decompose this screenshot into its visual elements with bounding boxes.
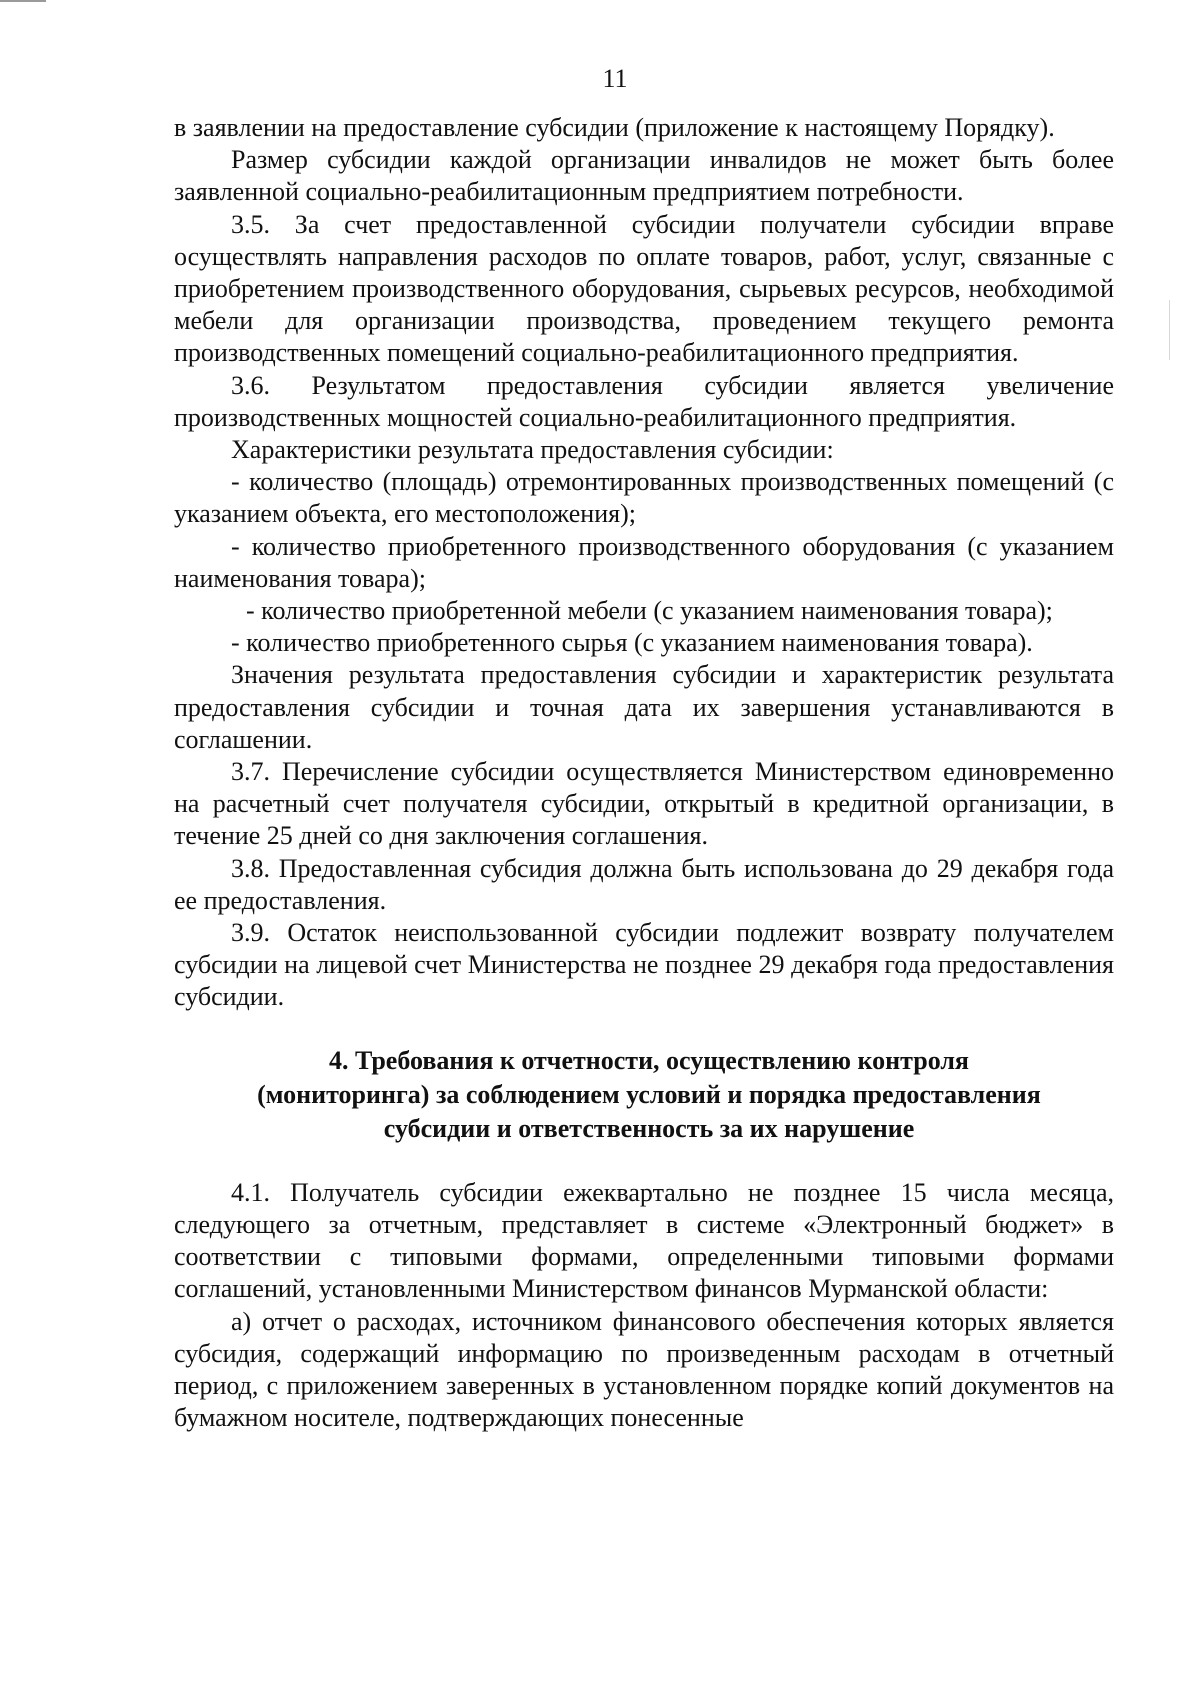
- list-item: - количество (площадь) отремонтированных производственных помещений (с указанием объекта, его местоположения);: [174, 467, 1114, 529]
- paragraph-4-1-a: а) отчет о расходах, источником финансового обеспечения которых является субсидия, содержащий информацию по произведенным расходам в отчетный период, с приложением заверенных в установленном порядке копий документов на бумажном носителе, подтверждающих понесенные: [174, 1306, 1114, 1433]
- paragraph: Характеристики результата предоставления субсидии:: [231, 435, 834, 465]
- paragraph-4-1: 4.1. Получатель субсидии ежеквартально не позднее 15 числа месяца, следующего за отчетным, представляет в системе «Электронный бюджет» в соответствии с типовыми формами, определенными типовыми формами соглашений, установленными Министерством финансов Мурманской области:: [174, 1177, 1114, 1304]
- document-body: [174, 112, 1114, 1434]
- list-item: - количество приобретенного производственного оборудования (с указанием наименования товара);: [174, 531, 1114, 593]
- scan-edge-artifact: [1169, 300, 1170, 360]
- heading-line: 4. Требования к отчетности, осуществлению контроля: [328, 1045, 970, 1075]
- paragraph-3-9: 3.9. Остаток неиспользованной субсидии подлежит возврату получателем субсидии на лицевой счет Министерства не позднее 29 декабря года предоставления субсидии.: [174, 918, 1114, 1012]
- heading-line: субсидии и ответственность за их нарушение: [383, 1113, 915, 1143]
- paragraph-3-5: 3.5. За счет предоставленной субсидии получатели субсидии вправе осуществлять направления расходов по оплате товаров, работ, услуг, связанные с приобретением производственного оборудования, сырьевых ресурсов, необходимой мебели для организации производства, проведением текущего ремонта производственных помещений социально-реабилитационного предприятия.: [174, 209, 1114, 368]
- paragraph-3-7: 3.7. Перечисление субсидии осуществляется Министерством единовременно на расчетный счет получателя субсидии, открытый в кредитной организации, в течение 25 дней со дня заключения соглашения.: [174, 757, 1114, 851]
- paragraph: в заявлении на предоставление субсидии (приложение к настоящему Порядку).: [174, 113, 1055, 142]
- paragraph: Значения результата предоставления субсидии и характеристик результата предоставления субсидии и точная дата их завершения устанавливаются в соглашении.: [174, 660, 1114, 754]
- scan-artifact: [0, 0, 46, 2]
- paragraph-3-6: 3.6. Результатом предоставления субсидии является увеличение производственных мощностей социально-реабилитационного предприятия.: [174, 370, 1114, 432]
- list-item: - количество приобретенного сырья (с указанием наименования товара).: [231, 628, 1033, 658]
- heading-line: (мониторинга) за соблюдением условий и порядка предоставления: [257, 1079, 1041, 1109]
- list-item: - количество приобретенной мебели (с указанием наименования товара);: [246, 596, 1053, 626]
- page-number: 11: [602, 64, 628, 93]
- paragraph: Размер субсидии каждой организации инвалидов не может быть более заявленной социально-реабилитационным предприятием потребности.: [174, 145, 1114, 207]
- paragraph-3-8: 3.8. Предоставленная субсидия должна быть использована до 29 декабря года ее предоставления.: [174, 853, 1114, 915]
- section-heading: [174, 1044, 1114, 1146]
